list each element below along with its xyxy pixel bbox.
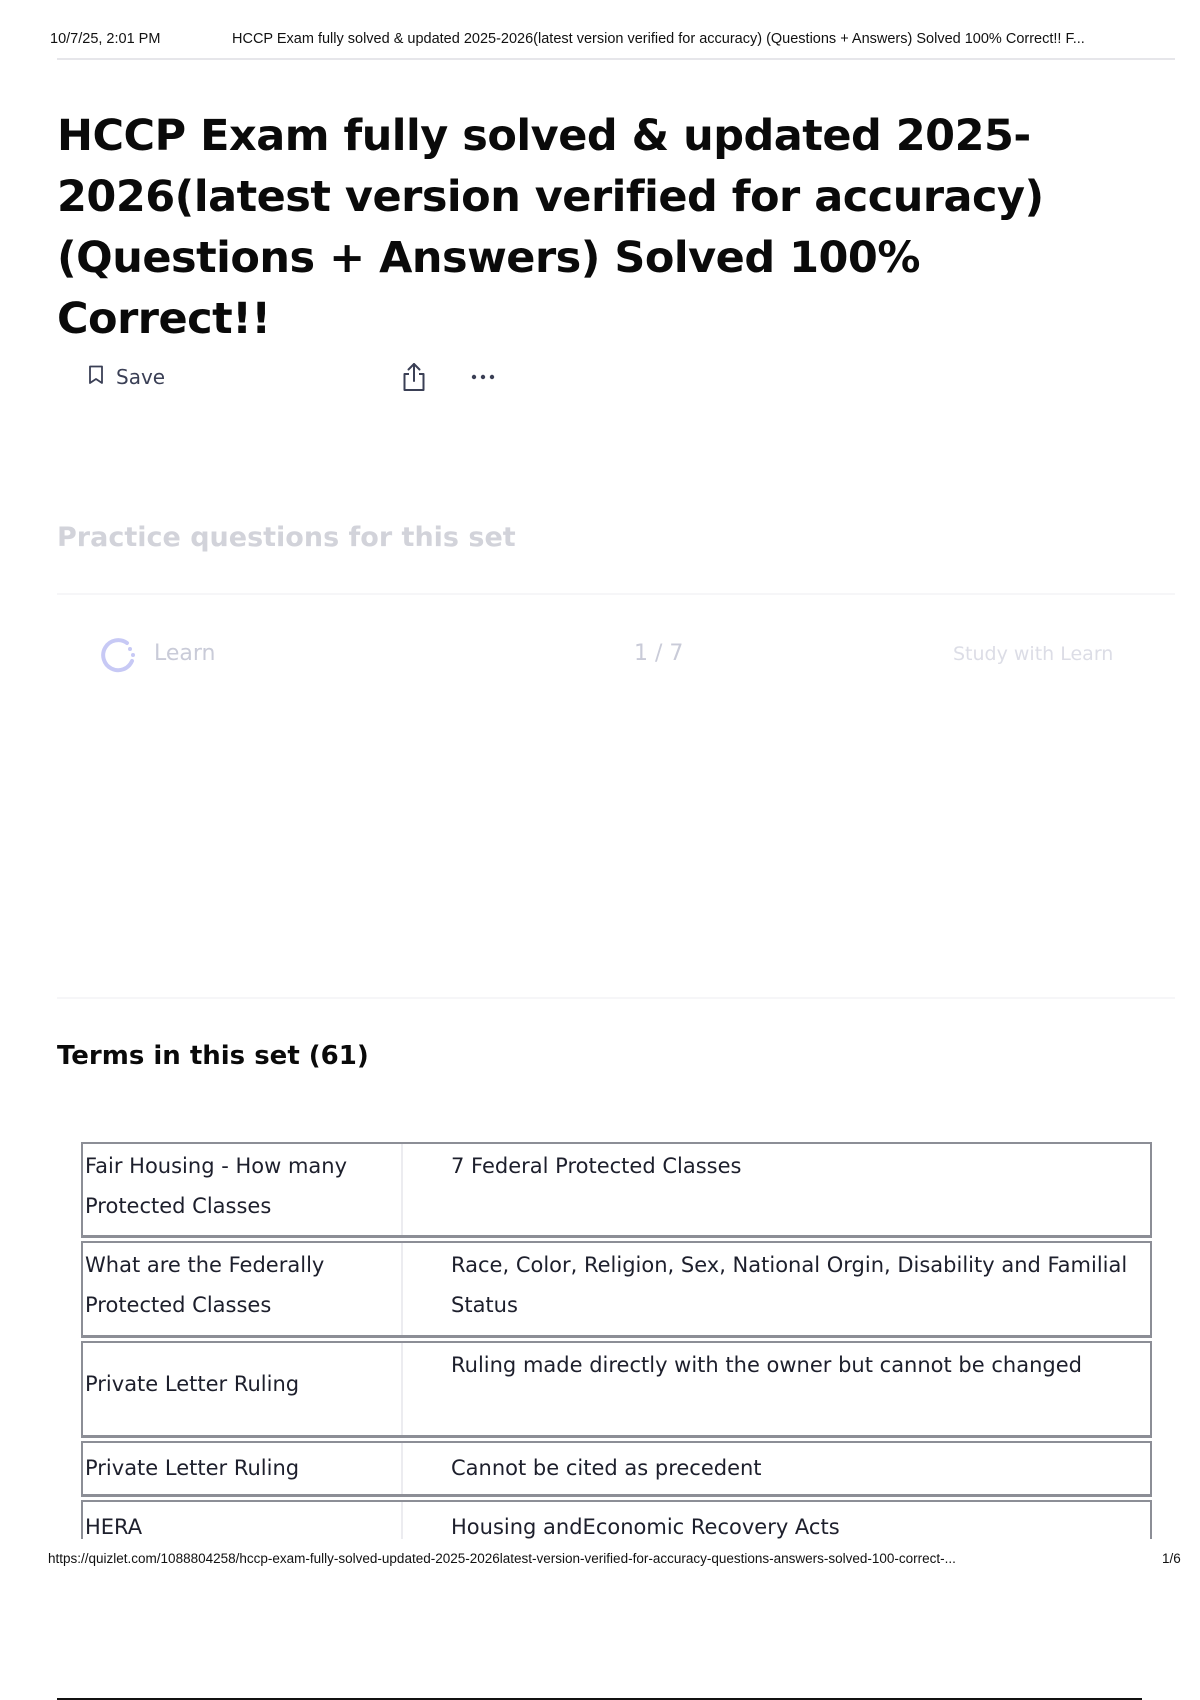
print-footer [48,1549,1183,1573]
page-title-line: HCCP Exam fully solved & updated 2025- [57,111,1031,161]
learn-progress-icon [97,635,139,677]
term-cell: What are the Federally Protected Classes [83,1243,403,1335]
practice-heading: Practice questions for this set [57,522,516,553]
table-row [81,1341,1152,1438]
more-options-button[interactable] [466,360,500,394]
learn-mode-label: Learn [154,641,216,666]
term-cell: HERA [83,1502,403,1539]
definition-cell: 7 Federal Protected Classes [451,1154,742,1178]
share-icon [397,381,431,398]
print-header [50,28,1180,58]
table-row [81,1441,1152,1497]
page-number: 1/6 [1162,1551,1181,1566]
page-title-line: 2026(latest version verified for accuracy) [57,172,1044,222]
term-cell: Private Letter Ruling [83,1343,403,1435]
term-cell: Private Letter Ruling [83,1443,403,1494]
definition-cell: Race, Color, Religion, Sex, National Orgin, Disability and Familial Status [451,1253,1128,1317]
page-title [57,106,1117,350]
terms-table [81,1142,1152,1539]
save-button[interactable] [88,360,165,394]
table-row [81,1241,1152,1338]
terms-heading: Terms in this set (61) [57,1041,369,1071]
page-title-line: (Questions + Answers) Solved 100% Correct!! [57,233,920,344]
term-cell: Fair Housing - How many Protected Classes [83,1144,403,1235]
study-with-learn-link[interactable]: Study with Learn [953,643,1114,665]
table-row [81,1500,1152,1539]
practice-card [57,593,1175,999]
print-datetime: 10/7/25, 2:01 PM [50,31,161,47]
question-progress: 1 / 7 [634,641,684,666]
header-divider [57,58,1175,60]
share-button[interactable] [397,360,431,394]
table-row [81,1142,1152,1238]
learn-row [97,635,1157,675]
definition-cell: Cannot be cited as precedent [451,1456,762,1480]
save-label: Save [116,365,166,389]
definition-cell: Housing andEconomic Recovery Acts [451,1515,840,1539]
print-document-title: HCCP Exam fully solved & updated 2025-2026(latest version verified for accuracy) (Questions + Answers) Solved 100% Correct!! F... [232,31,1085,47]
bookmark-icon [88,365,104,390]
definition-cell: Ruling made directly with the owner but cannot be changed [451,1353,1082,1377]
print-url: https://quizlet.com/1088804258/hccp-exam-fully-solved-updated-2025-2026latest-version-verified-for-accuracy-questions-answers-solved-100-correct-... [48,1551,956,1566]
more-horizontal-icon [466,381,500,398]
